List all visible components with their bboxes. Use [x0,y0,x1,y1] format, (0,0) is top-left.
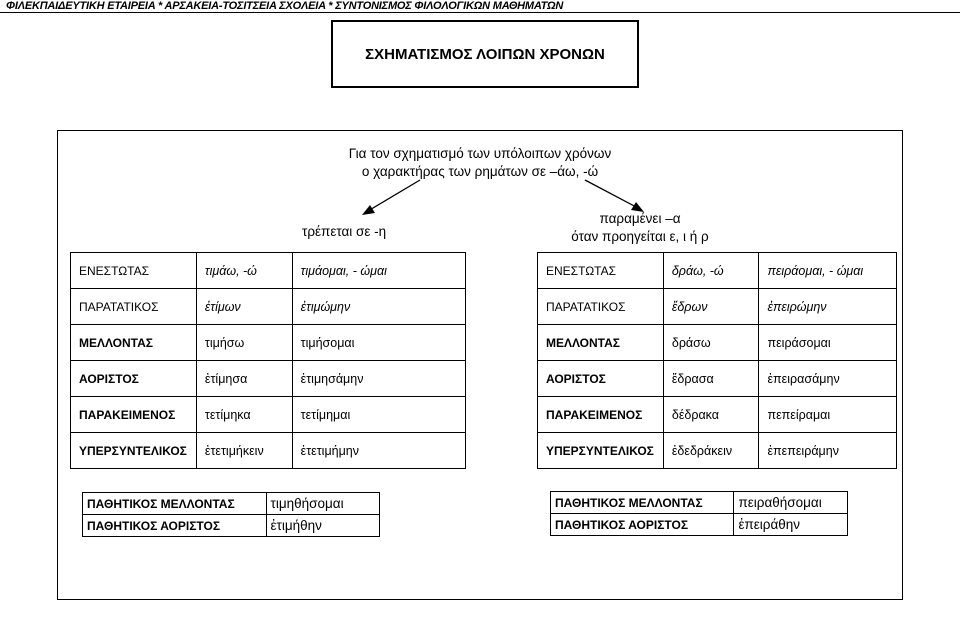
middle-form: ἐτιμώμην [292,289,465,325]
intro-line-1: Για τον σχηματισμό των υπόλοιπων χρόνων [348,146,612,161]
active-form: ἐδεδράκειν [663,433,759,469]
table-row [83,493,380,515]
table-row [71,325,466,361]
header-text: ΦΙΛΕΚΠΑΙΔΕΥΤΙΚΗ ΕΤΑΙΡΕΙΑ * ΑΡΣΑΚΕΙΑ-ΤΟΣΙΤΣΕΙΑ ΣΧΟΛΕΙΑ * ΣΥΝΤΟΝΙΣΜΟΣ ΦΙΛΟΛΟΓΙΚΩΝ ΜΑΘΗΜΑΤΩΝ [6,0,564,12]
table-row [71,289,466,325]
tense-label: ΜΕΛΛΟΝΤΑΣ [71,325,197,361]
table-row [538,361,897,397]
table-row [71,397,466,433]
passive-table-right [550,491,848,536]
passive-label: ΠΑΘΗΤΙΚΟΣ ΜΕΛΛΟΝΤΑΣ [83,493,267,515]
active-form: δέδρακα [663,397,759,433]
arrow-right-line [585,180,638,208]
tense-label: ΑΟΡΙΣΤΟΣ [71,361,197,397]
middle-form: πεπείραμαι [759,397,897,433]
tense-label: ΠΑΡΑΚΕΙΜΕΝΟΣ [538,397,664,433]
tense-label: ΑΟΡΙΣΤΟΣ [538,361,664,397]
active-form: τιμήσω [196,325,292,361]
passive-form: τιμηθήσομαι [266,493,379,515]
passive-table-left [82,492,380,537]
middle-form: ἐτετιμήμην [292,433,465,469]
table-row [71,253,466,289]
table-row [538,289,897,325]
table-row [71,361,466,397]
table-row [83,515,380,537]
active-form: δράσω [663,325,759,361]
table-row [538,397,897,433]
conjugation-table-alpha-retained [537,252,897,469]
passive-form: πειραθήσομαι [734,492,848,514]
active-form: ἐτίμησα [196,361,292,397]
table-row [538,253,897,289]
active-form: ἐτίμων [196,289,292,325]
conjugation-table-alpha-to-eta [70,252,466,469]
passive-form: ἐτιμήθην [266,515,379,537]
tense-label: ΠΑΡΑΤΑΤΙΚΟΣ [538,289,664,325]
table-row [551,514,848,536]
tense-label: ΠΑΡΑΚΕΙΜΕΝΟΣ [71,397,197,433]
table-row [538,433,897,469]
middle-form: ἐπεπειράμην [759,433,897,469]
active-form: τετίμηκα [196,397,292,433]
passive-label: ΠΑΘΗΤΙΚΟΣ ΜΕΛΛΟΝΤΑΣ [551,492,734,514]
middle-form: πειράομαι, - ώμαι [759,253,897,289]
table-row [538,325,897,361]
page-title: ΣΧΗΜΑΤΙΣΜΟΣ ΛΟΙΠΩΝ ΧΡΟΝΩΝ [365,45,605,63]
active-form: ἔδρων [663,289,759,325]
passive-label: ΠΑΘΗΤΙΚΟΣ ΑΟΡΙΣΤΟΣ [83,515,267,537]
branch-right-line-2: όταν προηγείται ε, ι ή ρ [571,229,709,244]
middle-form: τιμήσομαι [292,325,465,361]
active-form: ἐτετιμήκειν [196,433,292,469]
tense-label: ΜΕΛΛΟΝΤΑΣ [538,325,664,361]
tense-label: ΥΠΕΡΣΥΝΤΕΛΙΚΟΣ [71,433,197,469]
tense-label: ΠΑΡΑΤΑΤΙΚΟΣ [71,289,197,325]
active-form: τιμάω, -ώ [196,253,292,289]
tense-label: ΕΝΕΣΤΩΤΑΣ [71,253,197,289]
active-form: δράω, -ώ [663,253,759,289]
table-row [551,492,848,514]
arrow-left-line [368,180,420,211]
middle-form: ἐπειρασάμην [759,361,897,397]
branch-right-line-1: παραμένει –α [599,211,681,226]
table-row [71,433,466,469]
middle-form: ἐπειρώμην [759,289,897,325]
tense-label: ΕΝΕΣΤΩΤΑΣ [538,253,664,289]
middle-form: τιμάομαι, - ώμαι [292,253,465,289]
passive-form: ἐπειράθην [734,514,848,536]
passive-label: ΠΑΘΗΤΙΚΟΣ ΑΟΡΙΣΤΟΣ [551,514,734,536]
middle-form: ἐτιμησάμην [292,361,465,397]
middle-form: τετίμημαι [292,397,465,433]
intro-line-2: ο χαρακτήρας των ρημάτων σε –άω, -ώ [361,164,599,179]
active-form: ἔδρασα [663,361,759,397]
branch-left-label: τρέπεται σε -η [302,224,387,239]
arrow-left-head [362,205,375,215]
middle-form: πειράσομαι [759,325,897,361]
tense-label: ΥΠΕΡΣΥΝΤΕΛΙΚΟΣ [538,433,664,469]
